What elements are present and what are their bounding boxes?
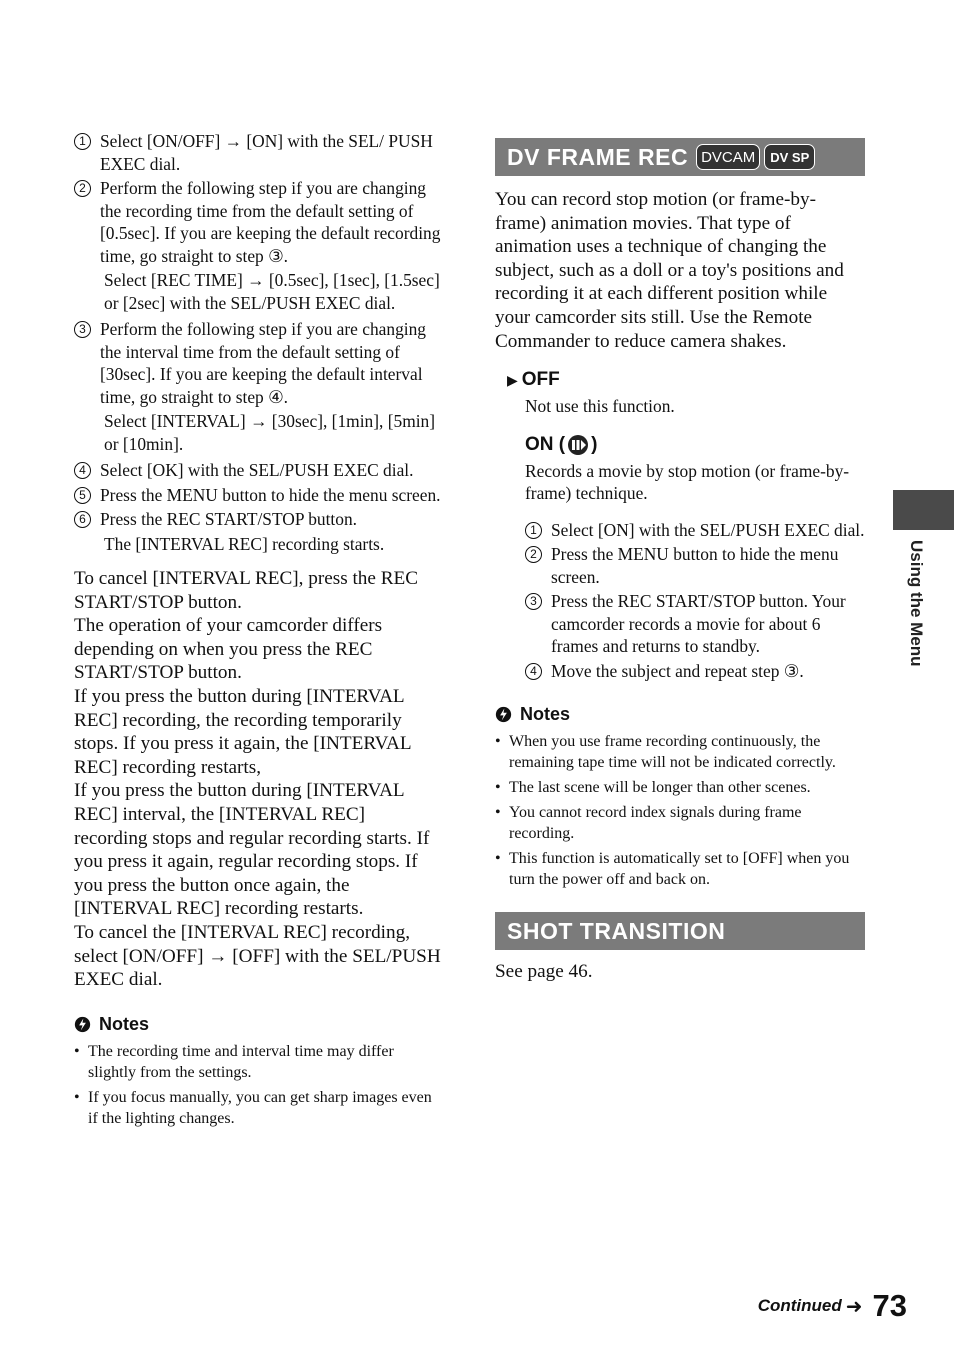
bullet: • <box>74 1042 80 1060</box>
step-text: Press the REC START/STOP button. Your camcorder records a movie for about 6 frames and returns to standby. <box>551 591 846 657</box>
notes-title: Notes <box>99 1013 150 1034</box>
option-description: Records a movie by stop motion (or frame-by-frame) technique. <box>525 460 850 504</box>
step-number: 5 <box>74 487 91 504</box>
step-3 <box>74 318 442 408</box>
right-column <box>495 138 865 984</box>
dvcam-badge: DVCAM <box>696 144 760 170</box>
paragraph: If you press the button during [INTERVAL REC] interval, the [INTERVAL REC] recording stops and regular recording starts. If you press it again, regular recording stops. If you press the button once again, the [INTERVAL REC] recording restarts. <box>74 780 430 920</box>
paragraph: To cancel the [INTERVAL REC] recording, select [ON/OFF] → [OFF] with the SEL/PUSH EXEC dial. <box>74 921 441 991</box>
step-text: Press the MENU button to hide the menu screen. <box>100 484 441 505</box>
note-item <box>495 731 865 773</box>
bullet: • <box>495 850 501 868</box>
continued-arrow-icon: ➜ <box>845 1294 863 1318</box>
step-5 <box>74 484 442 507</box>
notes-icon <box>495 706 512 723</box>
step-text: Perform the following step if you are changing the recording time from the default setting of [0.5sec]. If you are keeping the default recording time, go straight to step ③. <box>100 178 441 266</box>
step-text: Select [ON/OFF] → [ON] with the SEL/ PUSH EXEC dial. <box>100 131 433 174</box>
step-4 <box>525 660 865 683</box>
default-marker-icon: ▶ <box>507 371 518 388</box>
chapter-label: Using the Menu <box>907 540 926 667</box>
paragraph: The operation of your camcorder differs depending on when you press the REC START/STOP button. <box>74 615 383 684</box>
chapter-tab <box>893 490 954 530</box>
step-1 <box>74 130 442 175</box>
option-label-close: ) <box>591 433 598 455</box>
notes-heading <box>74 1014 442 1035</box>
section-header-dv-frame-rec <box>495 138 865 176</box>
note-item <box>74 1041 442 1083</box>
step-text: Select [OK] with the SEL/PUSH EXEC dial. <box>100 460 414 480</box>
dv-sp-badge: DV SP <box>764 144 815 170</box>
note-text: If you focus manually, you can get sharp images even if the lighting changes. <box>88 1088 432 1127</box>
section-header-shot-transition <box>495 912 865 950</box>
step-text: Move the subject and repeat step ③. <box>551 660 804 681</box>
option-label: ON ( <box>525 433 566 455</box>
step-number: 4 <box>74 462 91 479</box>
option-description: Not use this function. <box>525 396 675 417</box>
note-item <box>495 802 865 844</box>
step-number: 3 <box>74 321 91 338</box>
step-2 <box>525 543 865 588</box>
section-text: See page 46. <box>495 961 593 983</box>
option-on-heading <box>525 434 865 456</box>
note-item <box>495 777 865 798</box>
step-2 <box>74 177 442 267</box>
step-number: 6 <box>74 511 91 528</box>
continued-label: Continued <box>757 1296 842 1315</box>
section-title: DV FRAME REC <box>507 143 689 170</box>
option-label: OFF <box>521 369 560 391</box>
paragraph: To cancel [INTERVAL REC], press the REC START/STOP button. <box>74 568 419 613</box>
step-4 <box>74 459 442 482</box>
section-title: SHOT TRANSITION <box>507 917 726 944</box>
note-item <box>74 1087 442 1129</box>
note-text: You cannot record index signals during frame recording. <box>509 804 802 843</box>
note-text: The last scene will be longer than other scenes. <box>509 779 811 797</box>
step-number: 1 <box>74 133 91 150</box>
paragraph: If you press the button during [INTERVAL REC] recording, the recording temporarily stops. If you press it again, the [INTERVAL REC] recording restarts, <box>74 685 411 778</box>
step-text: Perform the following step if you are changing the interval time from the default setting of [30sec]. If you are keeping the default interval time, go straight to step ④. <box>100 319 426 407</box>
step-number: 2 <box>74 180 91 197</box>
step-text: Press the MENU button to hide the menu screen. <box>551 544 839 587</box>
bullet: • <box>74 1088 80 1106</box>
step-3 <box>525 590 865 658</box>
note-text: This function is automatically set to [OFF] when you turn the power off and back on. <box>509 850 850 889</box>
note-text: The recording time and interval time may differ slightly from the settings. <box>88 1042 394 1081</box>
step-1 <box>525 519 865 542</box>
step-sub-text: Select [REC TIME] → [0.5sec], [1sec], [1.5sec] or [2sec] with the SEL/PUSH EXEC dial. <box>104 270 440 313</box>
note-text: When you use frame recording continuously, the remaining tape time will not be indicated correctly. <box>509 733 836 772</box>
bullet: • <box>495 804 501 822</box>
step-number: 3 <box>525 593 542 610</box>
step-sub-text: Select [INTERVAL] → [30sec], [1min], [5min] or [10min]. <box>104 411 436 454</box>
page-footer <box>758 1288 907 1324</box>
notes-heading <box>495 704 865 725</box>
notes-icon <box>74 1016 91 1033</box>
step-text: Press the REC START/STOP button. <box>100 509 358 529</box>
step-number: 1 <box>525 522 542 539</box>
option-off-heading <box>507 369 865 391</box>
left-column <box>74 130 442 1133</box>
step-6 <box>74 508 442 531</box>
page-number: 73 <box>872 1288 907 1323</box>
step-number: 4 <box>525 663 542 680</box>
note-item <box>495 848 865 890</box>
frame-rec-icon <box>567 434 589 456</box>
step-sub-text: The [INTERVAL REC] recording starts. <box>104 533 385 554</box>
step-text: Select [ON] with the SEL/PUSH EXEC dial. <box>551 519 865 540</box>
notes-title: Notes <box>520 704 571 725</box>
bullet: • <box>495 779 501 797</box>
section-intro: You can record stop motion (or frame-by-frame) animation movies. That type of animation uses a technique of changing the subject, such as a doll or a toy's positions and recording it at each different position while your camcorder sits still. Use the Remote Commander to reduce camera shakes. <box>495 189 844 352</box>
step-number: 2 <box>525 546 542 563</box>
bullet: • <box>495 733 501 751</box>
